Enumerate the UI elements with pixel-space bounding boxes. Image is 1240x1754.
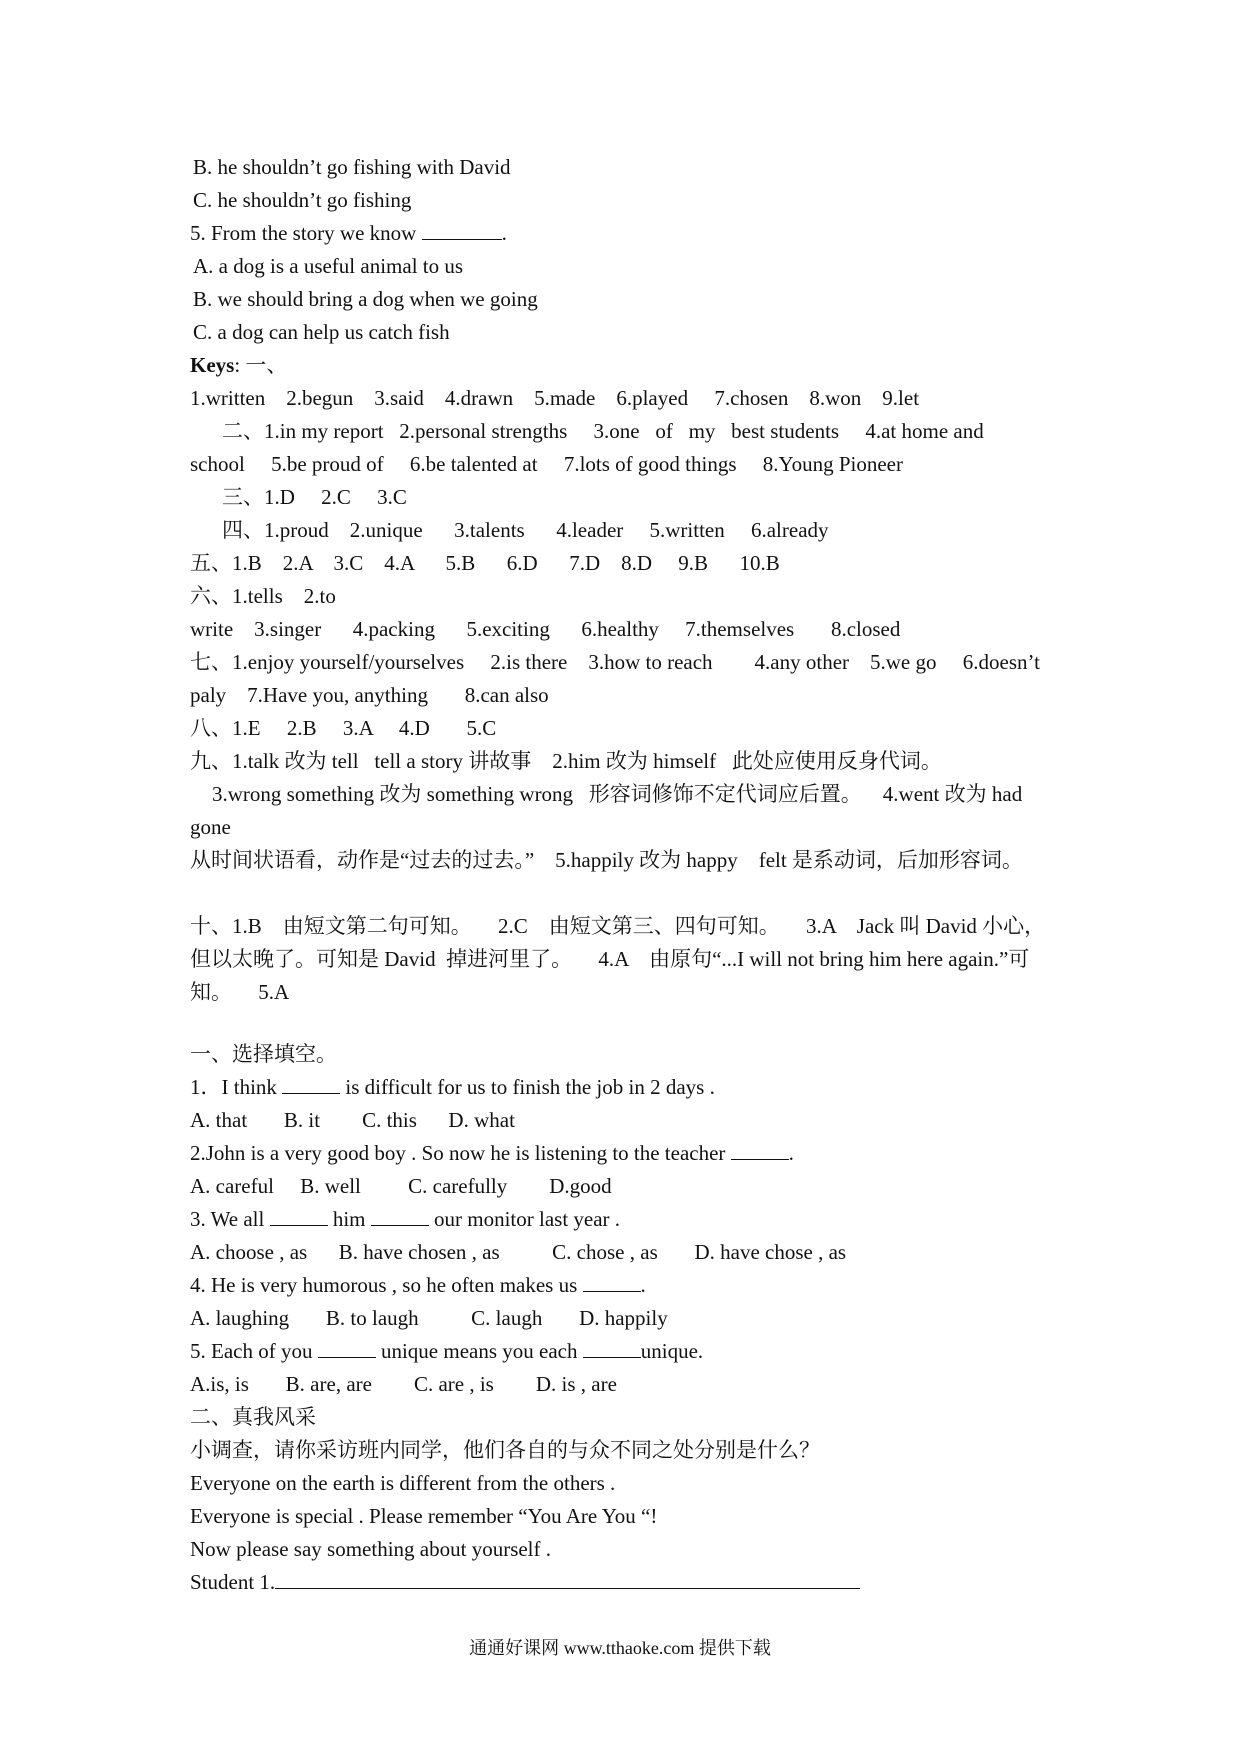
- keys-label-rest: : 一、: [234, 353, 288, 377]
- keys-section-9-line-4: 从时间状语看，动作是“过去的过去。” 5.happily 改为 happy felt 是系动词，后加形容词。: [190, 848, 1023, 872]
- answer-line: [275, 1570, 860, 1589]
- q5-text-b: unique means you each: [380, 1339, 578, 1363]
- keys-section-10-line-1: 十、1.B 由短文第二句可知。 2.C 由短文第三、四句可知。 3.A Jack 叫 David 小心，: [190, 914, 1046, 938]
- keys-section-7-line-2: paly 7.Have you, anything 8.can also: [190, 683, 549, 707]
- keys-section-4: 四、1.proud 2.unique 3.talents 4.leader 5.written 6.already: [222, 518, 829, 542]
- part1-title: 一、选择填空。: [190, 1042, 337, 1066]
- keys-heading: [190, 351, 1070, 379]
- keys-section-10-line-3: 知。 5.A: [190, 980, 290, 1004]
- q5-text-a: 5. Each of you: [190, 1339, 313, 1363]
- q4-text-b: .: [640, 1273, 646, 1297]
- keys-section-3: 三、1.D 2.C 3.C: [222, 485, 407, 509]
- keys-section-9-line-1: 九、1.talk 改为 tell tell a story 讲故事 2.him 改为 himself 此处应使用反身代词。: [190, 749, 942, 773]
- keys-section-1: 1.written 2.begun 3.said 4.drawn 5.made 6.played 7.chosen 8.won 9.let: [190, 386, 920, 410]
- part2-student-1: [190, 1568, 1070, 1596]
- answer-blank: [371, 1207, 429, 1226]
- page-footer: 通通好课网 www.tthaoke.com 提供下载: [469, 1638, 771, 1658]
- keys-section-5: 五、1.B 2.A 3.C 4.A 5.B 6.D 7.D 8.D 9.B 10.B: [190, 551, 780, 575]
- q5-stem-end: .: [501, 221, 507, 245]
- keys-section-9-line-3: gone: [190, 815, 231, 839]
- q5-option-a: A. a dog is a useful animal to us: [193, 254, 464, 278]
- keys-section-7-line-1: 七、1.enjoy yourself/yourselves 2.is there 3.how to reach 4.any other 5.we go 6.doesn’t: [190, 650, 1040, 674]
- part1-q3: [190, 1205, 1070, 1233]
- part2-line-4: Now please say something about yourself .: [190, 1537, 552, 1561]
- q5-stem: [190, 219, 1070, 247]
- part2-title: 二、真我风采: [190, 1405, 316, 1429]
- q4-option-c: C. he shouldn’t go fishing: [193, 188, 412, 212]
- keys-label: Keys: [190, 353, 235, 377]
- part1-q1: [190, 1073, 1070, 1101]
- q4-option-b: B. he shouldn’t go fishing with David: [193, 155, 511, 179]
- answer-blank: [583, 1273, 641, 1292]
- q3-text-c: our monitor last year .: [434, 1207, 621, 1231]
- part2-line-2: Everyone on the earth is different from the others .: [190, 1471, 616, 1495]
- q5-option-b: B. we should bring a dog when we going: [193, 287, 538, 311]
- q2-text-b: .: [788, 1141, 794, 1165]
- keys-section-6-line-1: 六、1.tells 2.to: [190, 584, 336, 608]
- q5-stem-text: 5. From the story we know: [190, 221, 417, 245]
- part2-line-3: Everyone is special . Please remember “You Are You “!: [190, 1504, 658, 1528]
- q3-text-a: 3. We all: [190, 1207, 265, 1231]
- part1-q4-options: A. laughing B. to laugh C. laugh D. happily: [190, 1306, 668, 1330]
- part2-line-1: 小调查，请你采访班内同学，他们各自的与众不同之处分别是什么？: [190, 1438, 820, 1462]
- q5-option-c: C. a dog can help us catch fish: [193, 320, 450, 344]
- part1-q5-options: A.is, is B. are, are C. are , is D. is , are: [190, 1372, 617, 1396]
- answer-blank: [422, 221, 502, 240]
- q1-text-a: 1．I think: [190, 1075, 277, 1099]
- keys-section-6-line-2: write 3.singer 4.packing 5.exciting 6.healthy 7.themselves 8.closed: [190, 617, 901, 641]
- keys-section-9-line-2: 3.wrong something 改为 something wrong 形容词修饰不定代词应后置。 4.went 改为 had: [212, 782, 1023, 806]
- part1-q1-options: A. that B. it C. this D. what: [190, 1108, 515, 1132]
- q1-text-b: is difficult for us to finish the job in 2 days .: [345, 1075, 715, 1099]
- answer-blank: [583, 1339, 641, 1358]
- part1-q3-options: A. choose , as B. have chosen , as C. chose , as D. have chose , as: [190, 1240, 847, 1264]
- answer-blank: [318, 1339, 376, 1358]
- keys-section-8: 八、1.E 2.B 3.A 4.D 5.C: [190, 716, 497, 740]
- part1-q5: [190, 1337, 1070, 1365]
- part1-q2-options: A. careful B. well C. carefully D.good: [190, 1174, 612, 1198]
- q4-text-a: 4. He is very humorous , so he often makes us: [190, 1273, 578, 1297]
- keys-section-10-line-2: 但以太晚了。可知是 David 掉进河里了。 4.A 由原句“...I will not bring him here again.”可: [190, 947, 1030, 971]
- answer-blank: [270, 1207, 328, 1226]
- q3-text-b: him: [332, 1207, 366, 1231]
- keys-section-2-line-2: school 5.be proud of 6.be talented at 7.lots of good things 8.Young Pioneer: [190, 452, 903, 476]
- answer-blank: [731, 1141, 789, 1160]
- part1-q2: [190, 1139, 1070, 1167]
- answer-blank: [282, 1075, 340, 1094]
- q2-text-a: 2.John is a very good boy . So now he is listening to the teacher: [190, 1141, 726, 1165]
- part1-q4: [190, 1271, 1070, 1299]
- keys-section-2-line-1: 二、1.in my report 2.personal strengths 3.one of my best students 4.at home and: [222, 419, 984, 443]
- student-1-label: Student 1.: [190, 1570, 276, 1594]
- q5-text-c: unique.: [640, 1339, 704, 1363]
